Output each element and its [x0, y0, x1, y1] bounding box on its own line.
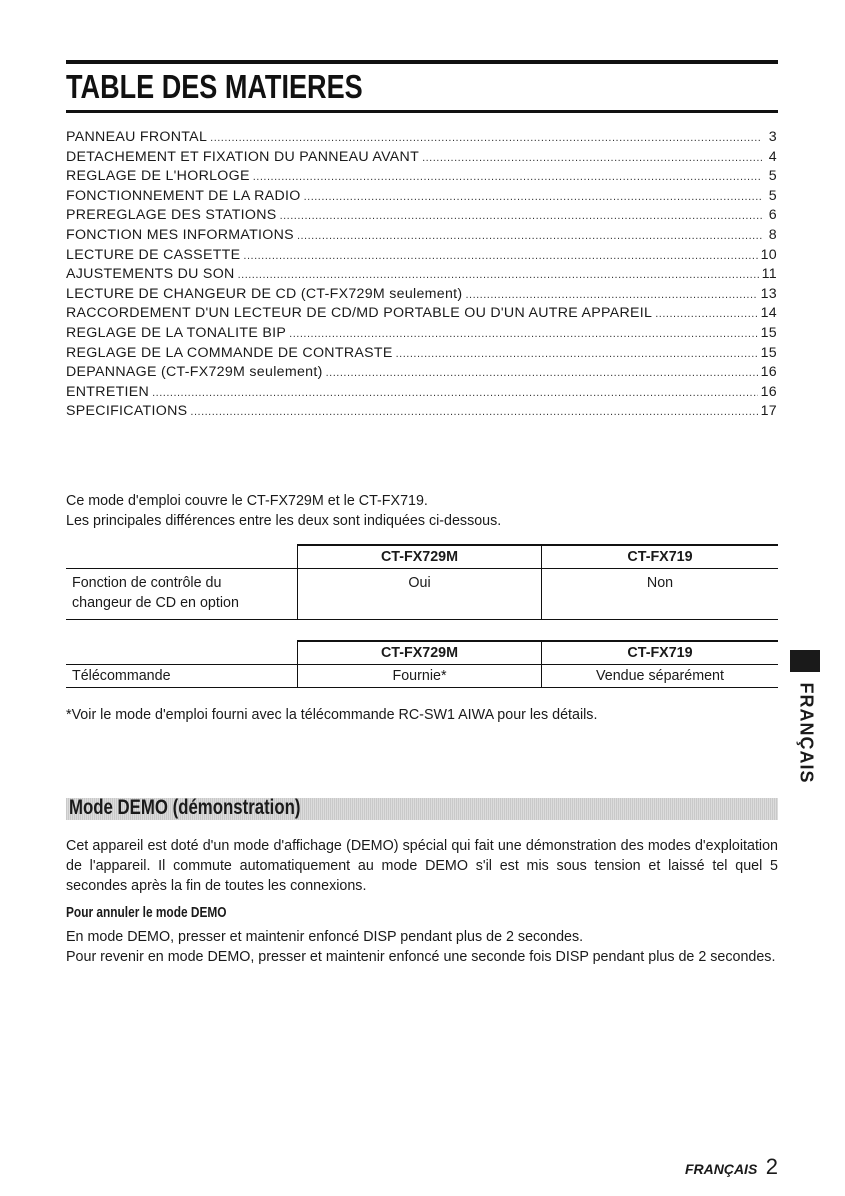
toc-entry-title: SPECIFICATIONS: [66, 403, 188, 420]
toc-entry-page: 10: [760, 246, 777, 263]
table-cell-fx719: Non: [542, 569, 779, 620]
toc-entry: [66, 304, 777, 324]
toc-entry-page: 3: [768, 129, 777, 145]
table-header-blank: [66, 545, 298, 569]
header-rule-bottom: [66, 110, 778, 113]
toc-leader-dots: [238, 266, 759, 286]
toc-entry-page: 15: [760, 344, 777, 361]
toc-entry: [66, 324, 777, 344]
toc-entry-page: 11: [761, 266, 777, 283]
toc-entry-title: AJUSTEMENTS DU SON: [66, 266, 235, 283]
toc-entry: [66, 187, 777, 207]
comparison-table-cd-changer: [66, 544, 778, 620]
table-row: [66, 569, 778, 620]
table-cell-feature: Télécommande: [66, 665, 298, 688]
table-header-fx729m: CT-FX729M: [298, 641, 542, 665]
demo-step: En mode DEMO, presser et maintenir enfoncé DISP pendant plus de 2 secondes.: [66, 929, 584, 945]
toc-leader-dots: [152, 384, 758, 404]
toc-entry-title: REGLAGE DE LA COMMANDE DE CONTRASTE: [66, 344, 393, 361]
intro-line: Les principales différences entre les deux sont indiquées ci-dessous.: [66, 513, 502, 529]
intro-text: [66, 491, 501, 531]
table-cell-fx719: Vendue séparément: [542, 665, 779, 688]
toc-leader-dots: [280, 207, 762, 227]
toc-entry: [66, 246, 777, 266]
table-cell-fx729m: Oui: [298, 569, 542, 620]
header-rule-top: [66, 60, 778, 64]
toc-leader-dots: [190, 403, 757, 423]
toc-entry-page: 5: [768, 187, 777, 204]
demo-heading: Mode DEMO (démonstration): [69, 796, 301, 819]
table-cell-fx729m: Fournie*: [298, 665, 542, 688]
footnote: *Voir le mode d'emploi fourni avec la télécommande RC-SW1 AIWA pour les détails.: [66, 707, 598, 723]
toc-entry-page: 6: [768, 207, 777, 224]
toc-entry: [66, 206, 777, 226]
toc-entry: [66, 344, 777, 364]
toc-entry-page: 17: [760, 403, 777, 420]
toc-entry: [66, 402, 777, 422]
toc-entry-title: DEPANNAGE (CT-FX729M seulement): [66, 364, 323, 381]
toc-entry: [66, 363, 777, 383]
toc-entry-page: 14: [760, 305, 777, 322]
feature-line: Fonction de contrôle du: [72, 575, 222, 591]
toc-entry-title: PREREGLAGE DES STATIONS: [66, 207, 277, 224]
toc-entry: [66, 285, 777, 305]
page-footer: [685, 1154, 778, 1180]
toc-entry: [66, 167, 777, 187]
page-number: 2: [765, 1154, 778, 1179]
toc-entry-title: LECTURE DE CHANGEUR DE CD (CT-FX729M seulement): [66, 285, 463, 302]
table-cell-feature: [66, 569, 298, 620]
toc-entry-title: ENTRETIEN: [66, 383, 150, 400]
toc-entry: [66, 265, 777, 285]
toc-leader-dots: [304, 188, 762, 208]
toc-leader-dots: [243, 247, 757, 267]
toc-entry-title: REGLAGE DE L'HORLOGE: [66, 168, 250, 185]
table-row: [66, 665, 778, 688]
toc-entry: [66, 226, 777, 246]
demo-instructions: [66, 927, 778, 967]
demo-step: Pour revenir en mode DEMO, presser et maintenir enfoncé une seconde fois DISP pendant plus de 2 secondes.: [66, 949, 776, 965]
comparison-table-remote: [66, 640, 778, 688]
table-header-row: [66, 545, 778, 569]
toc-entry: [66, 383, 777, 403]
demo-body-text: Cet appareil est doté d'un mode d'affichage (DEMO) spécial qui fait une démonstration des modes d'exploitation de l'appareil. Il commute automatiquement au mode DEMO s'il est mis sous tension et laissé tel quel 5 secondes après la fin de toutes les connexions.: [66, 838, 778, 894]
toc-leader-dots: [326, 364, 758, 384]
toc-entry: [66, 148, 777, 168]
toc-entry-page: 13: [760, 285, 777, 302]
footer-language: FRANÇAIS: [684, 1161, 758, 1177]
toc-entry: [66, 128, 777, 148]
toc-leader-dots: [253, 168, 762, 188]
toc-entry-title: FONCTIONNEMENT DE LA RADIO: [66, 187, 301, 204]
toc-leader-dots: [655, 305, 757, 325]
language-tab-marker: [790, 650, 820, 672]
toc-entry-page: 15: [760, 324, 777, 341]
toc-entry-page: 4: [768, 148, 777, 165]
toc-entry-title: FONCTION MES INFORMATIONS: [66, 226, 294, 243]
toc-entry-page: 16: [760, 364, 777, 381]
toc-entry-page: 16: [760, 383, 777, 400]
toc-leader-dots: [396, 345, 758, 365]
table-of-contents: [66, 128, 777, 422]
toc-leader-dots: [422, 149, 762, 169]
toc-entry-title: REGLAGE DE LA TONALITE BIP: [66, 324, 287, 341]
side-language-label: FRANÇAIS: [796, 682, 817, 784]
table-header-blank: [66, 641, 298, 665]
toc-entry-title: PANNEAU FRONTAL: [66, 129, 208, 145]
table-header-fx729m: CT-FX729M: [298, 545, 542, 569]
feature-line: changeur de CD en option: [72, 595, 239, 611]
toc-entry-title: LECTURE DE CASSETTE: [66, 246, 241, 263]
toc-entry-page: 5: [768, 168, 777, 185]
table-header-fx719: CT-FX719: [542, 641, 779, 665]
page-title: TABLE DES MATIERES: [66, 68, 363, 105]
intro-line: Ce mode d'emploi couvre le CT-FX729M et le CT-FX719.: [66, 493, 428, 509]
toc-leader-dots: [210, 129, 762, 149]
table-header-fx719: CT-FX719: [542, 545, 779, 569]
toc-leader-dots: [289, 325, 757, 345]
toc-leader-dots: [465, 286, 757, 306]
toc-entry-title: RACCORDEMENT D'UN LECTEUR DE CD/MD PORTABLE OU D'UN AUTRE APPAREIL: [66, 305, 653, 322]
toc-leader-dots: [297, 227, 762, 247]
demo-subheading: Pour annuler le mode DEMO: [66, 905, 227, 921]
toc-entry-page: 8: [768, 226, 777, 243]
table-header-row: [66, 641, 778, 665]
toc-entry-title: DETACHEMENT ET FIXATION DU PANNEAU AVANT: [66, 148, 420, 165]
